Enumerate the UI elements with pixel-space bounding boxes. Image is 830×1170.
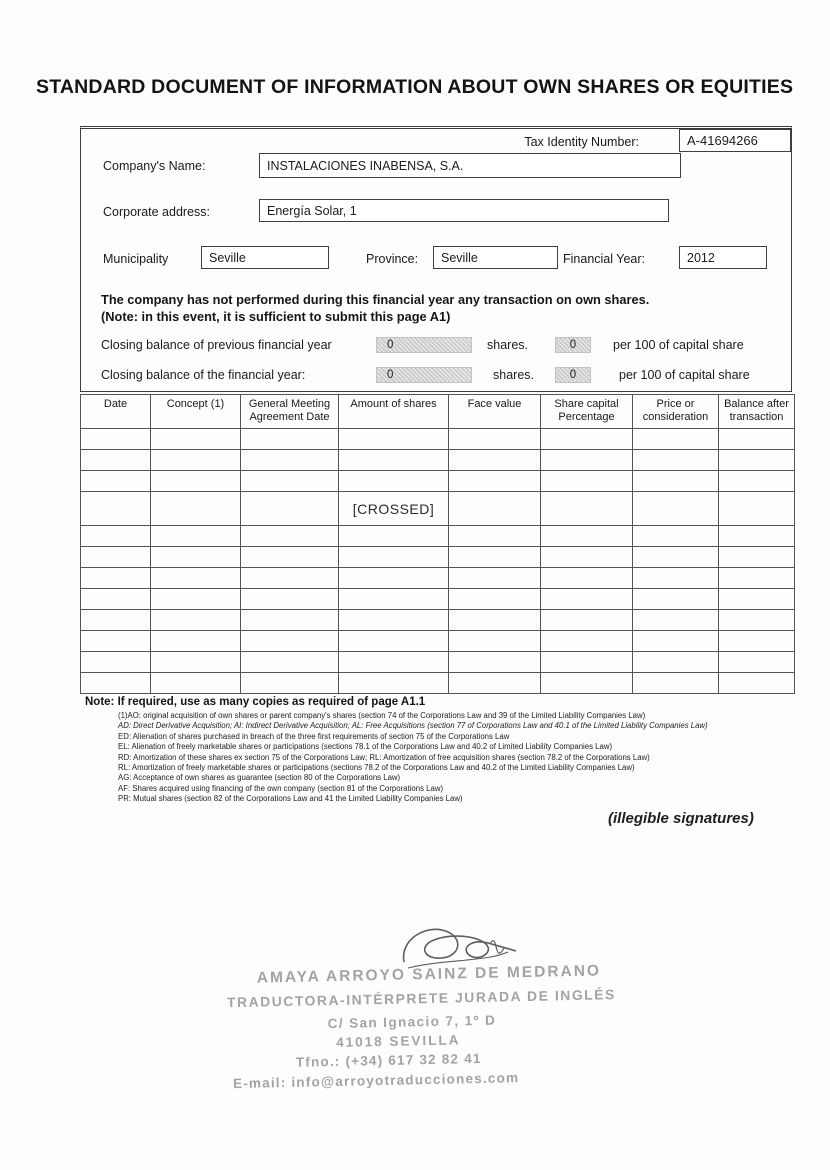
table-cell (449, 631, 541, 652)
table-row (81, 526, 795, 547)
table-cell (151, 526, 241, 547)
closing-balance-previous-row (81, 337, 793, 355)
table-row (81, 492, 795, 526)
table-row (81, 610, 795, 631)
table-header-row (81, 395, 795, 429)
table-cell (633, 631, 719, 652)
closing-previous-percent-suffix: per 100 of capital share (613, 338, 744, 352)
column-header-face-value: Face value (449, 395, 541, 429)
table-cell (151, 471, 241, 492)
table-cell (241, 610, 339, 631)
tax-id-label: Tax Identity Number: (524, 135, 639, 149)
form-section (80, 126, 792, 392)
table-cell (719, 652, 795, 673)
table-cell (633, 673, 719, 694)
stamp-name: AMAYA ARROYO SAINZ DE MEDRANO (256, 962, 602, 987)
table-cell (241, 589, 339, 610)
table-cell (449, 568, 541, 589)
financial-year-field: 2012 (679, 246, 767, 269)
table-cell (541, 610, 633, 631)
footnote-line: AD: Direct Derivative Acquisition; AI: Indirect Derivative Acquisition; AL: Free Acquisitions (section 77 of Corporations Law and 40.1 of the Limited Liability Companies Law) (118, 721, 708, 731)
closing-previous-shares-value: 0 (376, 337, 472, 353)
table-cell (151, 673, 241, 694)
footnote-line: EL: Alienation of freely marketable shares or participations (sections 78.1 of the Corporations Law and 40.2 of Limited Liability Companies Law) (118, 742, 613, 752)
stamp-city: 41018 SEVILLA (336, 1032, 461, 1050)
closing-current-percent-suffix: per 100 of capital share (619, 368, 750, 382)
table-cell (541, 450, 633, 471)
table-cell (151, 610, 241, 631)
closing-previous-shares-suffix: shares. (487, 338, 528, 352)
table-cell (541, 652, 633, 673)
transactions-table-body (81, 429, 795, 694)
municipality-label: Municipality (103, 252, 169, 266)
table-cell (633, 429, 719, 450)
table-cell (81, 547, 151, 568)
table-cell (633, 568, 719, 589)
table-cell (541, 526, 633, 547)
table-cell (719, 610, 795, 631)
no-transactions-statement (101, 291, 771, 325)
stamp-phone: Tfno.: (+34) 617 32 82 41 (295, 1050, 482, 1070)
table-cell (719, 450, 795, 471)
column-header-price: Price or consideration (633, 395, 719, 429)
table-cell (339, 471, 449, 492)
table-cell (449, 429, 541, 450)
table-cell (633, 450, 719, 471)
table-cell (339, 547, 449, 568)
table-cell (81, 450, 151, 471)
table-cell (719, 589, 795, 610)
table-cell (633, 492, 719, 526)
table-cell (719, 631, 795, 652)
table-cell (241, 429, 339, 450)
statement-line-2: (Note: in this event, it is sufficient to submit this page A1) (101, 309, 451, 324)
table-cell (151, 492, 241, 526)
table-cell (151, 589, 241, 610)
table-row (81, 450, 795, 471)
transactions-table (80, 394, 795, 694)
table-cell (241, 526, 339, 547)
table-cell (719, 568, 795, 589)
stamp-title: TRADUCTORA-INTÉRPRETE JURADA DE INGLÉS (226, 987, 616, 1011)
stamp-address: C/ San Ignacio 7, 1º D (327, 1012, 497, 1032)
table-cell (541, 471, 633, 492)
table-cell (339, 429, 449, 450)
table-row (81, 631, 795, 652)
table-cell (151, 568, 241, 589)
table-cell (719, 429, 795, 450)
table-row (81, 568, 795, 589)
table-cell (81, 652, 151, 673)
province-field: Seville (433, 246, 558, 269)
document-title: STANDARD DOCUMENT OF INFORMATION ABOUT OWN SHARES OR EQUITIES (36, 76, 794, 98)
notes-section (85, 696, 790, 805)
table-row (81, 673, 795, 694)
table-row (81, 652, 795, 673)
table-cell (449, 673, 541, 694)
footnote-line: PR: Mutual shares (section 82 of the Corporations Law and 41 the Limited Liability Companies Law) (118, 794, 463, 804)
table-cell (339, 526, 449, 547)
footnotes (118, 711, 766, 805)
table-cell (339, 610, 449, 631)
table-cell (241, 450, 339, 471)
stamp-email: E-mail: info@arroyotraducciones.com (232, 1070, 520, 1092)
table-cell (719, 492, 795, 526)
table-cell (449, 492, 541, 526)
column-header-share-capital: Share capital Percentage (541, 395, 633, 429)
corporate-address-field: Energía Solar, 1 (259, 199, 669, 222)
table-cell (633, 652, 719, 673)
table-cell (719, 673, 795, 694)
table-cell (151, 652, 241, 673)
table-cell (541, 568, 633, 589)
table-cell (449, 547, 541, 568)
translator-stamp (189, 961, 671, 1092)
table-cell (241, 547, 339, 568)
footnote-line: AF: Shares acquired using financing of the own company (section 81 of the Corporations Law) (118, 783, 444, 793)
closing-previous-percent-value: 0 (555, 337, 591, 353)
table-cell (81, 673, 151, 694)
table-cell (339, 631, 449, 652)
closing-balance-current-row (81, 367, 793, 385)
tax-id-field: A-41694266 (679, 129, 791, 152)
table-cell (241, 673, 339, 694)
footnote-line: RD: Amortization of these shares ex section 75 of the Corporations Law; RL: Amortization of free acquisition shares (section 78.2 of the Corporations Law) (118, 752, 650, 762)
closing-current-percent-value: 0 (555, 367, 591, 383)
table-cell (81, 429, 151, 450)
table-cell (241, 568, 339, 589)
table-cell (241, 631, 339, 652)
table-cell (719, 526, 795, 547)
table-cell (241, 652, 339, 673)
table-row (81, 471, 795, 492)
table-cell (633, 526, 719, 547)
table-cell (541, 673, 633, 694)
table-cell (81, 492, 151, 526)
table-cell (449, 526, 541, 547)
column-header-concept: Concept (1) (151, 395, 241, 429)
table-cell (151, 429, 241, 450)
footnote-line: ED: Alienation of shares purchased in breach of the three first requirements of section 75 of the Corporations Law (118, 731, 510, 741)
table-cell (541, 631, 633, 652)
table-cell (81, 526, 151, 547)
municipality-field: Seville (201, 246, 329, 269)
notes-heading: Note: If required, use as many copies as required of page A1.1 (85, 696, 426, 708)
table-cell (81, 589, 151, 610)
table-cell (633, 547, 719, 568)
table-cell (633, 471, 719, 492)
closing-previous-label: Closing balance of previous financial year (101, 338, 332, 352)
table-cell (541, 492, 633, 526)
column-header-amount: Amount of shares (339, 395, 449, 429)
table-cell (151, 547, 241, 568)
table-cell (241, 492, 339, 526)
table-cell (633, 589, 719, 610)
footnote-line: RL: Amortization of freely marketable shares or participations (sections 78.2 of the Corporations Law and 40.2 of the Limited Liability Companies Law) (118, 763, 635, 773)
table-cell (449, 471, 541, 492)
column-header-agreement-date: General Meeting Agreement Date (241, 395, 339, 429)
table-cell (81, 631, 151, 652)
table-cell (81, 610, 151, 631)
table-cell (449, 450, 541, 471)
footnote-line: AG: Acceptance of own shares as guarantee (section 80 of the Corporations Law) (118, 773, 401, 783)
corporate-address-label: Corporate address: (103, 205, 211, 219)
table-cell (339, 673, 449, 694)
table-row (81, 429, 795, 450)
table-row (81, 589, 795, 610)
table-cell (339, 589, 449, 610)
province-label: Province: (366, 252, 419, 266)
table-cell (151, 450, 241, 471)
table-cell (81, 568, 151, 589)
table-cell (339, 450, 449, 471)
table-cell (339, 652, 449, 673)
table-cell (719, 471, 795, 492)
table-row (81, 547, 795, 568)
closing-current-label: Closing balance of the financial year: (101, 368, 306, 382)
table-cell (81, 471, 151, 492)
table-cell (241, 471, 339, 492)
closing-current-shares-value: 0 (376, 367, 472, 383)
table-cell: [CROSSED] (339, 492, 449, 526)
company-name-label: Company's Name: (103, 159, 206, 173)
table-cell (541, 429, 633, 450)
company-name-field: INSTALACIONES INABENSA, S.A. (259, 153, 681, 178)
table-cell (719, 547, 795, 568)
closing-current-shares-suffix: shares. (493, 368, 534, 382)
statement-line-1: The company has not performed during this financial year any transaction on own shares. (101, 292, 650, 307)
table-cell (449, 652, 541, 673)
table-cell (449, 589, 541, 610)
table-cell (541, 589, 633, 610)
column-header-date: Date (81, 395, 151, 429)
financial-year-label: Financial Year: (563, 252, 646, 266)
table-cell (633, 610, 719, 631)
table-cell (541, 547, 633, 568)
column-header-balance: Balance after transaction (719, 395, 795, 429)
footnote-line: (1)AO: original acquisition of own shares or parent company's shares (section 74 of the Corporations Law and 39 of the Limited Liability Companies Law) (118, 711, 646, 720)
table-cell (449, 610, 541, 631)
table-cell (151, 631, 241, 652)
illegible-signatures-note: (illegible signatures) (608, 810, 754, 827)
table-cell (339, 568, 449, 589)
